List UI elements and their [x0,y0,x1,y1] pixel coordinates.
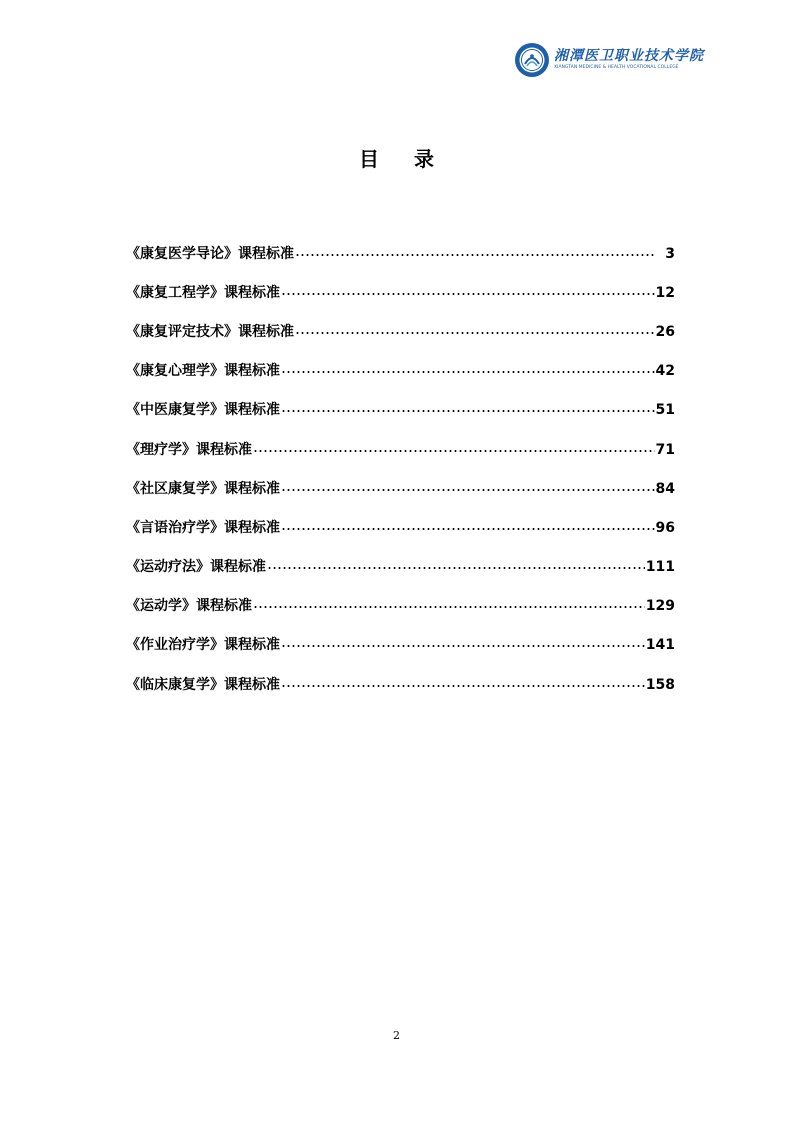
toc-entry[interactable] [126,273,675,312]
page-number: 2 [393,1029,400,1042]
toc-entry-title: 《康复医学导论》课程标准 [126,245,294,262]
toc-dot-leader [281,528,655,530]
toc-dot-leader [281,410,655,412]
toc-entry[interactable] [126,508,675,547]
toc-entry-page: 12 [655,284,675,301]
toc-dot-leader [281,685,645,687]
toc-entry-title: 《运动疗法》课程标准 [126,559,266,576]
toc-entry-title: 《康复评定技术》课程标准 [126,323,294,340]
toc-entry[interactable] [126,352,675,391]
toc-entry-page: 111 [645,559,675,576]
toc-dot-leader [281,371,655,373]
toc-entry[interactable] [126,626,675,665]
college-seal-icon [514,42,550,78]
college-name [554,49,704,70]
toc-dot-leader [253,450,655,452]
toc-entry-page: 71 [655,441,675,458]
toc-entry-title: 《言语治疗学》课程标准 [126,519,280,536]
toc-entry-page: 158 [645,676,675,693]
college-logo [514,40,704,80]
toc-dot-leader [281,489,655,491]
toc-dot-leader [281,293,655,295]
toc-entry[interactable] [126,312,675,351]
toc-title: 目 录 [359,147,448,171]
toc-entry-title: 《作业治疗学》课程标准 [126,637,280,654]
college-name-cn: 湘潭医卫职业技术学院 [554,48,704,65]
toc-entry-page: 84 [655,480,675,497]
toc-dot-leader [295,254,656,256]
toc-entry-page: 141 [645,637,675,654]
toc-entry-title: 《中医康复学》课程标准 [126,402,280,419]
toc-entry[interactable] [126,587,675,626]
toc-entry-title: 《临床康复学》课程标准 [126,676,280,693]
toc-entry[interactable] [126,469,675,508]
toc-entry[interactable] [126,234,675,273]
toc-entry-title: 《康复工程学》课程标准 [126,284,280,301]
toc-entry[interactable] [126,548,675,587]
toc-entry[interactable] [126,665,675,704]
toc-entry-page: 129 [645,598,675,615]
toc-entry-page: 3 [665,245,675,262]
toc-dot-leader [267,567,645,569]
toc-entry-title: 《社区康复学》课程标准 [126,480,280,497]
toc-entry-page: 51 [655,402,675,419]
toc-entry[interactable] [126,391,675,430]
toc-list [126,234,675,704]
toc-entry[interactable] [126,430,675,469]
toc-dot-leader [253,606,645,608]
toc-entry-title: 《运动学》课程标准 [126,598,252,615]
toc-dot-leader [295,332,655,334]
toc-entry-page: 26 [655,323,675,340]
toc-dot-leader [281,645,645,647]
toc-entry-title: 《理疗学》课程标准 [126,441,252,458]
college-name-en: XIANGTAN MEDICINE & HEALTH VOCATIONAL COLLEGE [554,65,679,71]
toc-entry-page: 96 [655,519,675,536]
toc-entry-page: 42 [655,363,675,380]
toc-entry-title: 《康复心理学》课程标准 [126,363,280,380]
